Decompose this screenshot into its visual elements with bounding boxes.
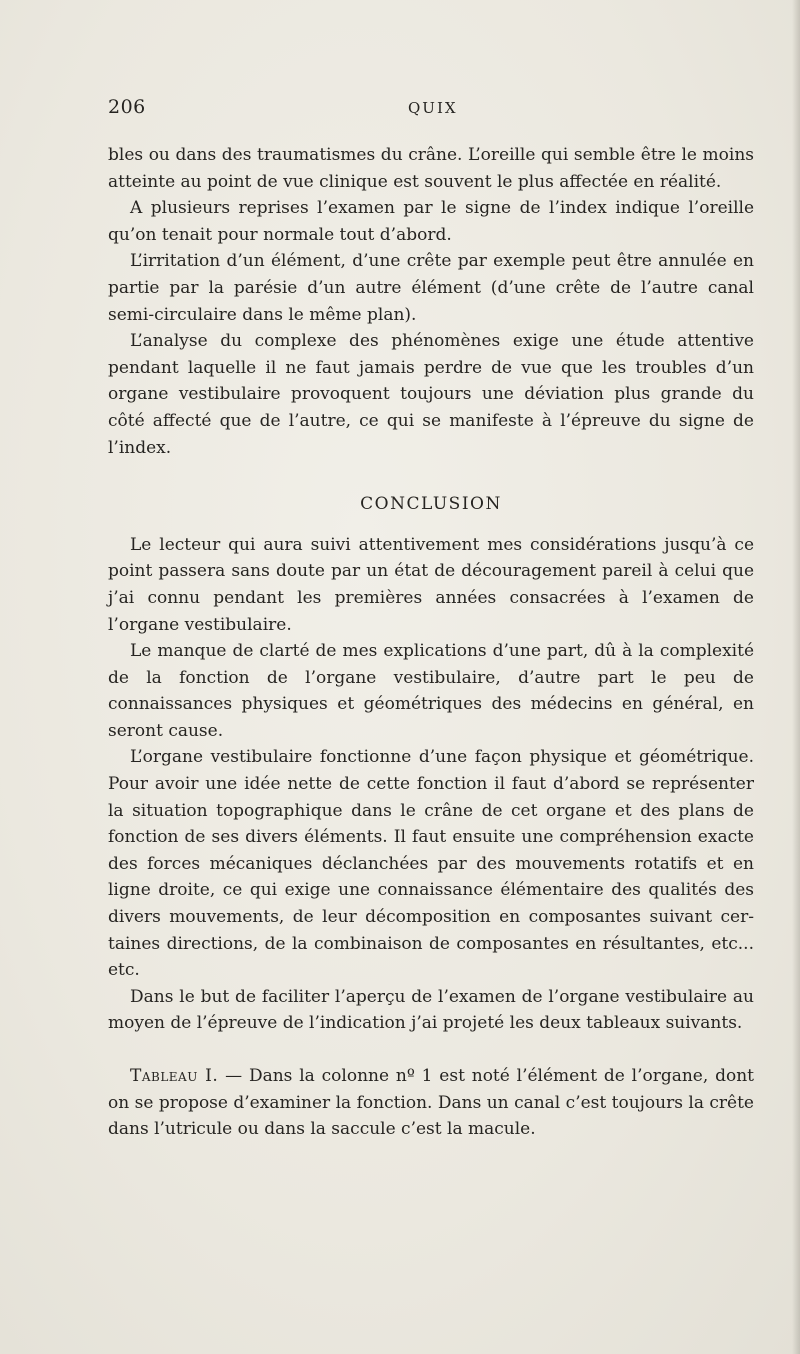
section-heading: CONCLUSION xyxy=(360,494,502,515)
paragraph: L’irritation d’un élément, d’une crête par exemple peut être annulée en partie par la parésie d’un autre élément (d’une crête de l’autre canal semi-circulaire dans le même plan). xyxy=(108,251,754,325)
spacer xyxy=(108,518,754,532)
paragraph: L’organe vestibulaire fonctionne d’une façon physique et géométrique. Pour avoir une idée nette de cette fonction il faut d’abord se représenter la situation topographique dans le crâne de cet organe et des plans de fonction de ses divers éléments. Il faut ensuite une compréhension exacte des forces mécaniques déclanchées par des mouvements rotatifs et en ligne droite, ce qui exige une connaissance élémentaire des qualités des divers mouvements, de leur décomposition en composantes suivant certaines directions, de la combinaison de composantes en résultantes, etc... etc. xyxy=(108,747,754,981)
tableau-text: — Dans la colonne nº 1 est noté l’élément de l’organe, dont on se propose d’examiner la fonction. Dans un canal c’est toujours la crête dans l’utricule ou dans la saccule c’est la macule. xyxy=(108,1066,754,1140)
paragraph-continued: bles ou dans des traumatismes du crâne. L’oreille qui semble être le moins atteinte au point de vue clinique est souvent le plus affectée en réalité. xyxy=(108,145,754,192)
spacer xyxy=(108,1037,754,1063)
paragraph: A plusieurs reprises l’examen par le signe de l’index indique l’oreille qu’on tenait pour normale tout d’abord. xyxy=(108,198,754,245)
spacer xyxy=(108,461,754,491)
running-head: QUIX xyxy=(408,99,458,117)
paragraph: Le lecteur qui aura suivi attentivement mes considérations jusqu’à ce point passera sans doute par un état de découragement pareil à celui que j’ai connu pendant les premières années consacrées à l’examen de l’organe vestibulaire. xyxy=(108,534,754,635)
paragraph: Le manque de clarté de mes explications d’une part, dû à la complexité de la fonction de l’organe vestibulaire, d’autre part le peu de connaissances physiques et géométriques des médecins en général, en seront cause. xyxy=(108,641,754,741)
paragraph-tableau xyxy=(108,1063,754,1143)
page-number: 206 xyxy=(108,96,146,118)
paragraph: L’analyse du complexe des phénomènes exige une étude attentive pendant laquelle il ne faut jamais perdre de vue que les troubles d’un organe vestibulaire provoquent toujours une déviation plus grande du côté affecté que de l’autre, ce qui se manifeste à l’épreuve du signe de l’index. xyxy=(108,331,754,458)
body-text xyxy=(108,142,754,1143)
paragraph: Dans le but de faciliter l’aperçu de l’examen de l’organe vestibulaire au moyen de l’épreuve de l’indication j’ai projeté les deux tableaux suivants. xyxy=(108,986,754,1034)
page-edge-shadow xyxy=(792,0,800,1354)
tableau-label: Tableau I. xyxy=(130,1066,219,1086)
page-header xyxy=(108,96,754,124)
